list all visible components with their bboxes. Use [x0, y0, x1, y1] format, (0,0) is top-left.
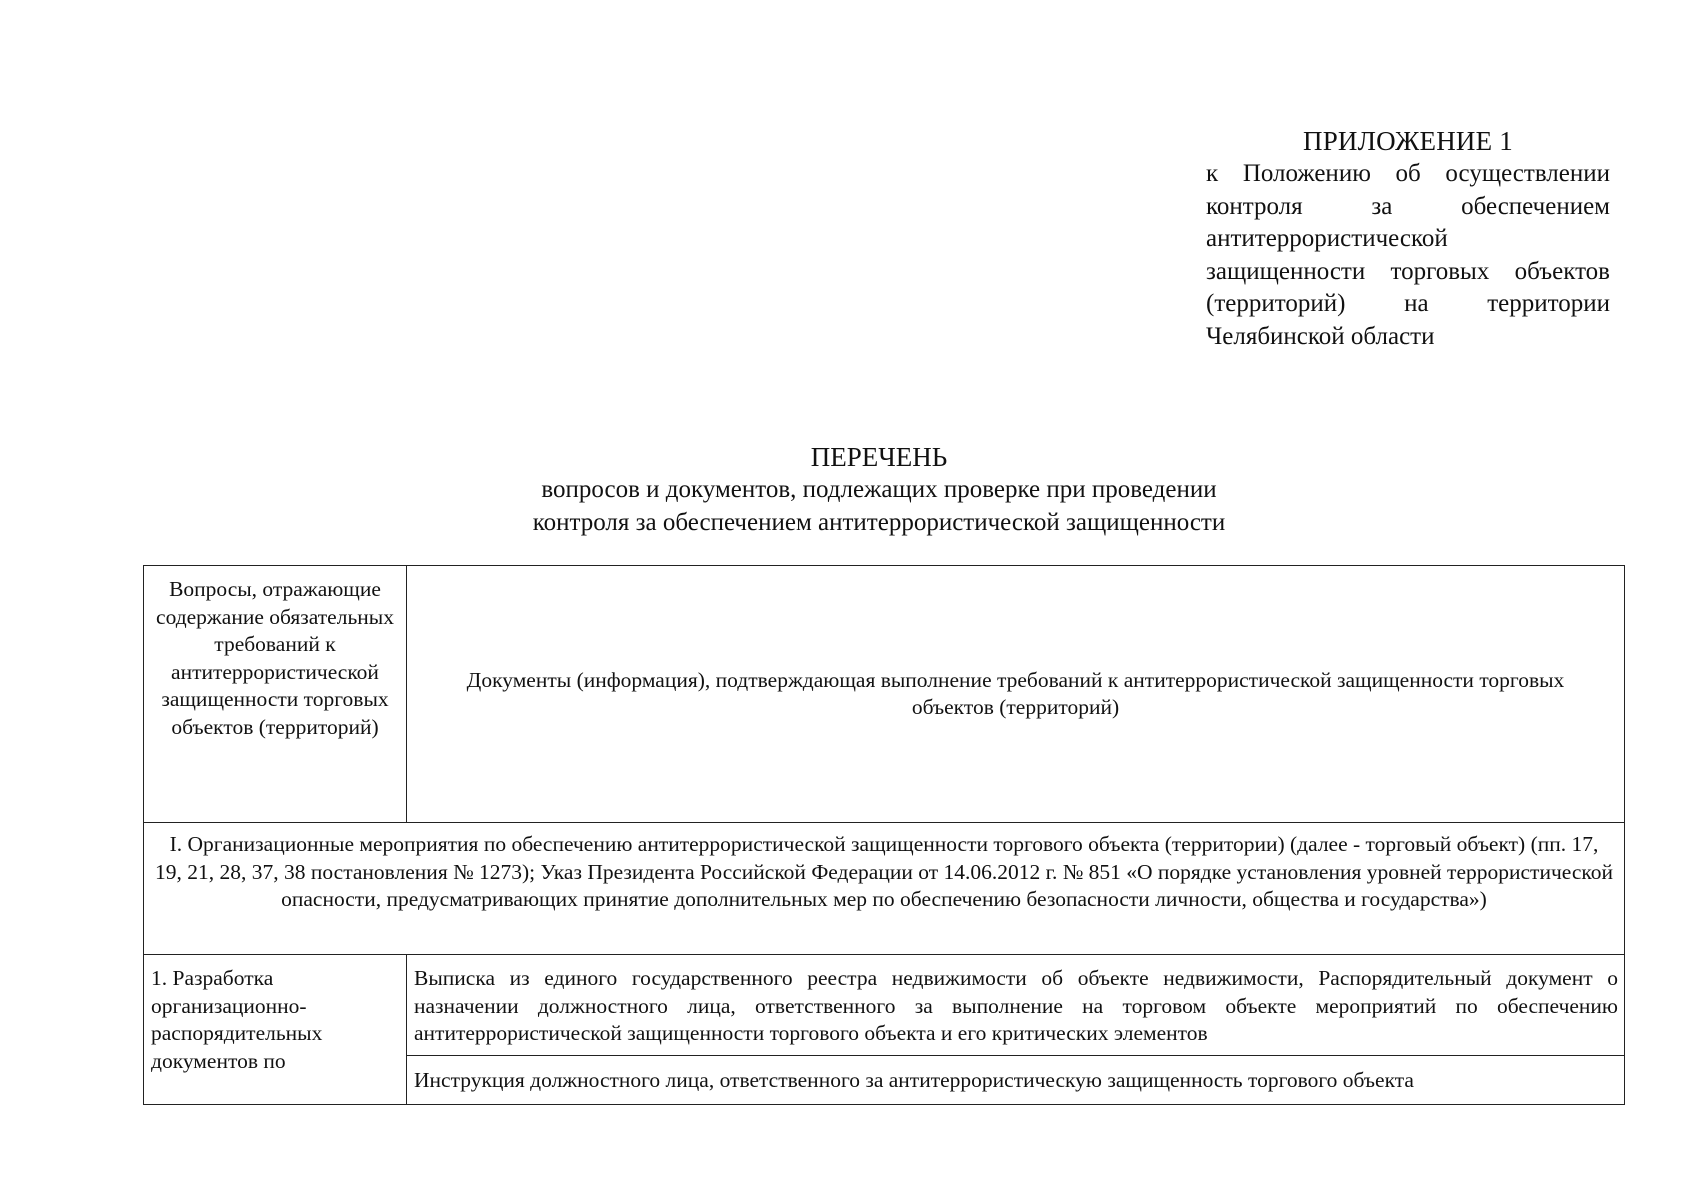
appendix-line-5-c: территории	[1487, 290, 1610, 317]
item-1-doc-1-cell	[407, 955, 1625, 1056]
header-documents-cell	[407, 566, 1625, 823]
table-row	[144, 955, 1625, 1056]
item-1-label: 1. Разработка организационно-распорядительных документов по	[151, 966, 323, 1073]
appendix-line-1	[1206, 158, 1610, 191]
item-1-doc-2: Инструкция должностного лица, ответственного за антитеррористическую защищенность торгового объекта	[414, 1067, 1414, 1092]
section-1-text: I. Организационные мероприятия по обеспечению антитеррористической защищенности торгового объекта (территории) (далее - торговый объект) (пп. 17, 19, 21, 28, 37, 38 постановления № 1273); Указ Президента Российской Федерации от 14.06.2012 г. № 851 «О порядке установления уровней террористической опасности, предусматривающих принятие дополнительных мер по обеспечению безопасности личности, общества и государства»)	[155, 832, 1613, 911]
section-row	[144, 823, 1625, 955]
document-heading	[280, 440, 1478, 539]
appendix-line-2-a: контроля	[1206, 192, 1303, 220]
appendix-line-6: Челябинской области	[1206, 322, 1435, 350]
appendix-line-2-b: за	[1371, 192, 1393, 220]
document-title: ПЕРЕЧЕНЬ	[810, 442, 948, 472]
item-1-doc-2-cell	[407, 1055, 1625, 1105]
appendix-line-1-text: к Положению об осуществлении	[1206, 160, 1610, 187]
header-documents-text: Документы (информация), подтверждающая выполнение требований к антитеррористической защищенности торговых объектов (территорий)	[466, 667, 1565, 719]
appendix-line-5	[1206, 288, 1610, 321]
appendix-line-5-a: (территорий)	[1206, 290, 1346, 317]
appendix-line-3: антитеррористической	[1206, 225, 1448, 252]
appendix-line-4	[1206, 256, 1610, 289]
section-1-cell	[144, 823, 1625, 955]
header-questions-text: Вопросы, отражающие содержание обязательных требований к антитеррористической защищенности торговых объектов (территорий)	[156, 577, 394, 739]
appendix-line-2-c: обеспечением	[1461, 192, 1610, 220]
appendix-line-2	[1206, 191, 1610, 224]
appendix-line-4-text: защищенности торговых объектов	[1206, 257, 1610, 285]
appendix-line-5-b: на	[1404, 290, 1429, 317]
document-subtitle-line-1: вопросов и документов, подлежащих проверке при проведении	[541, 476, 1217, 503]
item-1-label-cell	[144, 955, 407, 1105]
item-1-doc-1: Выписка из единого государственного реестра недвижимости об объекте недвижимости, Распорядительный документ о назначении должностного лица, ответственного за выполнение на торговом объекте мероприятий по обеспечению антитеррористической защищенности торгового объекта и его критических элементов	[414, 966, 1618, 1045]
header-questions-cell	[144, 566, 407, 823]
document-subtitle-line-2: контроля за обеспечением антитеррористической защищенности	[532, 508, 1226, 536]
appendix-title: ПРИЛОЖЕНИЕ 1	[1303, 126, 1513, 156]
appendix-block	[1206, 124, 1610, 353]
checklist-table	[143, 565, 1625, 1105]
table-header-row	[144, 566, 1625, 823]
